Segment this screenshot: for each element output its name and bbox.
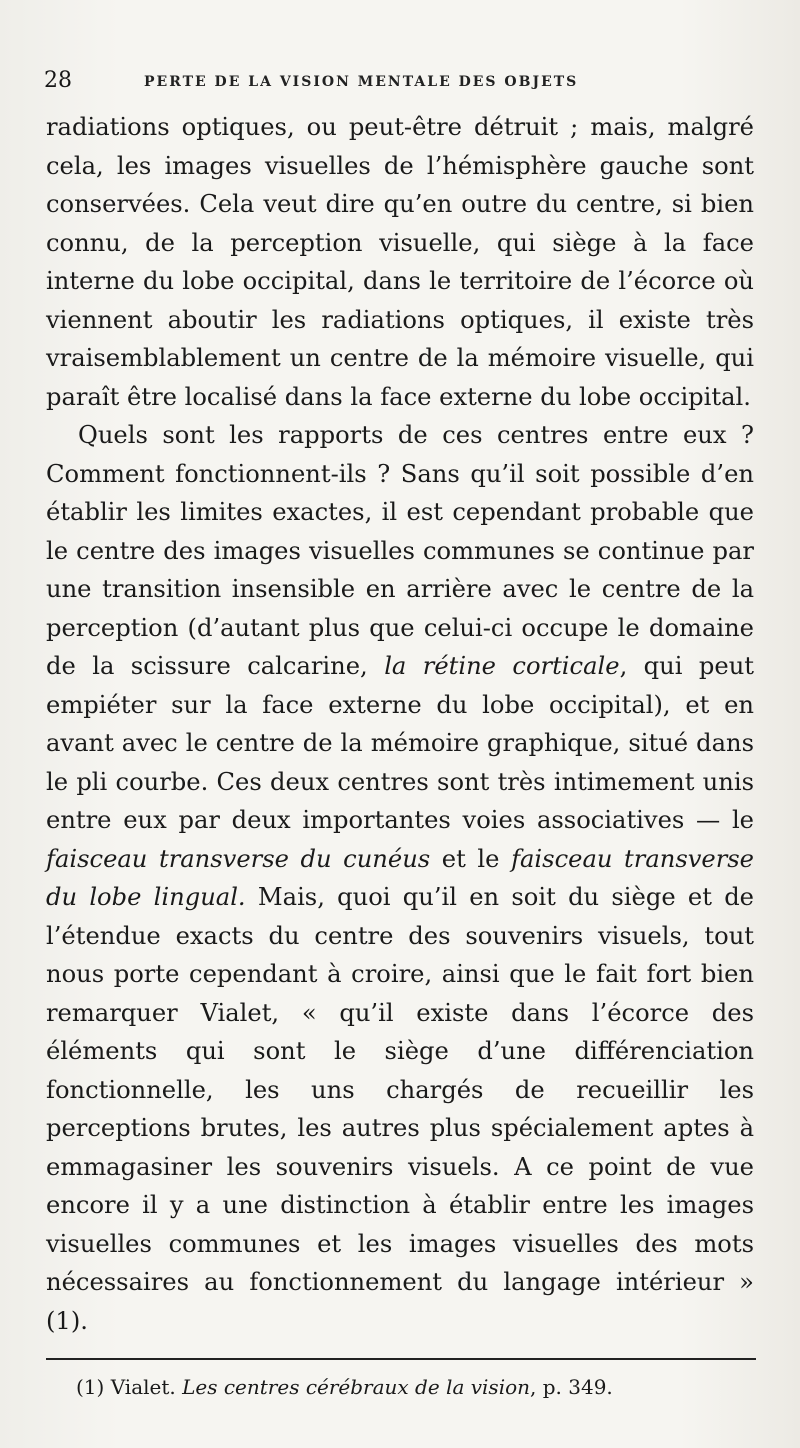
paragraph-1-text: radiations optiques, ou peut-être détruit ; mais, malgré cela, les images visuelles de l’hémisphère gauche sont conservées. Cela veut dire qu’en outre du centre, si bien connu, de la perception visuelle, qui siège à la face interne du lobe occipital, dans le territoire de l’écorce où viennent aboutir les radiations optiques, il existe très vraisemblablement un centre de la mémoire visuelle, qui paraît être localisé dans la face externe du lobe occipital. — [46, 113, 754, 411]
italic-term-faisceau-lingual: faisceau transverse du lobe lingual. — [46, 844, 754, 911]
page-number: 28 — [44, 68, 72, 93]
paragraph-2-text-c: et le — [430, 844, 512, 873]
paragraph-2-text-a: Quels sont les rapports de ces centres entre eux ? Comment fonctionnent-ils ? Sans qu’il soit possible d’en établir les limites exactes, il est cependant probable que le centre des images visuelles communes se continue par une transition insensible en arrière avec le centre de la perception (d’autant plus que celui-ci occupe le domaine de la scissure calcarine, — [46, 421, 754, 680]
paragraph-2-text-b: , qui peut empiéter sur la face externe du lobe occipital), et en avant avec le centre de la mémoire graphique, situé dans le pli courbe. Ces deux centres sont très intimement unis entre eux par deux importantes voies associatives — le — [46, 652, 754, 834]
footnote-author: Vialet. — [110, 1375, 176, 1399]
page-header — [44, 66, 756, 96]
footnote-title: Les centres cérébraux de la vision — [182, 1375, 531, 1399]
footnote-marker: (1) — [76, 1375, 105, 1399]
footnote-divider — [46, 1358, 756, 1360]
footnote — [76, 1372, 756, 1402]
italic-term-faisceau-cuneus: faisceau transverse du cunéus — [46, 844, 431, 873]
running-title: PERTE DE LA VISION MENTALE DES OBJETS — [144, 74, 579, 90]
paragraph-2 — [46, 416, 754, 1340]
paragraph-2-text-d: Mais, quoi qu’il en soit du siège et de l’étendue exacts du centre des souvenirs visuels, tout nous porte cependant à croire, ainsi que le fait fort bien remarquer Vialet, « qu’il existe dans l’écorce des éléments qui sont le siège d’une différenciation fonctionnelle, les uns chargés de recueillir les perceptions brutes, les autres plus spécialement aptes à emmagasiner les souvenirs visuels. A ce point de vue encore il y a une distinction à établir entre les images visuelles communes et les images visuelles des mots nécessaires au fonctionnement du langage intérieur » (1). — [46, 883, 754, 1335]
italic-term-retine-corticale: la rétine corticale — [384, 652, 620, 680]
paragraph-1 — [46, 108, 754, 416]
body-text — [46, 108, 754, 1340]
footnote-rest: , p. 349. — [530, 1375, 613, 1399]
